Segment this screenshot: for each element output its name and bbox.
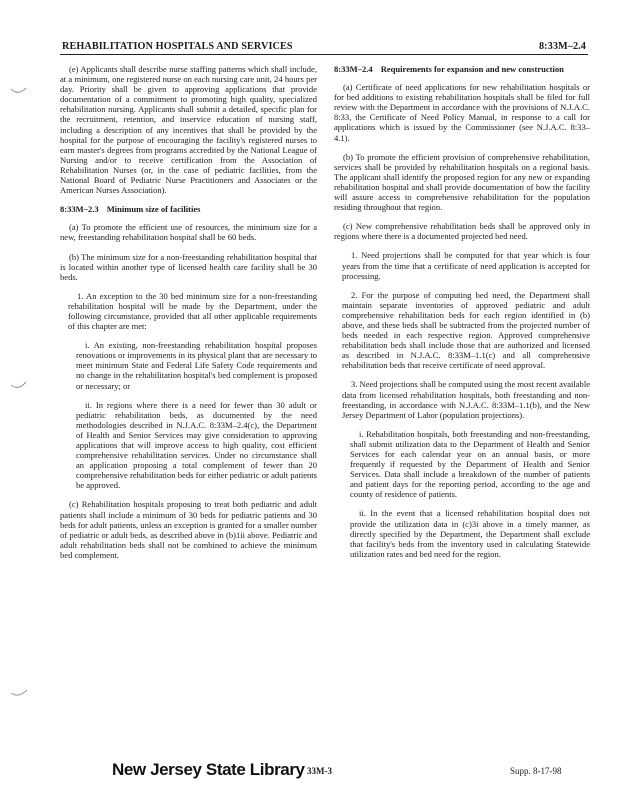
page-number: 33M-3 [307, 766, 332, 776]
paragraph-c3: 3. Need projections shall be computed using the most recent available data from licensed rehabilitation hospitals, both freestanding and non-freestanding, in accordance with N.J.A.C. 8:33M–1.1(b), and the New Jersey Department of Labor (population projections). [342, 379, 591, 420]
section-title: Minimum size of facilities [106, 204, 201, 215]
supplement-date: Supp. 8-17-98 [510, 766, 562, 776]
section-heading-2-4 [334, 64, 590, 74]
left-column [60, 64, 317, 569]
section-number: 8:33M–2.3 [60, 204, 99, 215]
paragraph-c2: 2. For the purpose of computing bed need, the Department shall maintain separate inventories of approved pediatric and adult comprehensive rehabilitation beds for each region identified in (b) above, and these beds shall be subtracted from the projected number of beds needed in each respective region. Approved comprehensive rehabilitation beds shall include those that are authorized and licensed as described in N.J.A.C. 8:33M–1.1(c) and all comprehensive rehabilitation beds that receive certificate of need approval. [342, 289, 590, 371]
paragraph-e: (e) Applicants shall describe nurse staffing patterns which shall include, at a minimum, one registered nurse on each nursing care unit, 24 hours per day. Priority shall be given to approving applications that provide documentation of a commitment to promoting high quality, specialized rehabilitation nursing. Applicants shall submit a detailed, specific plan for the recruitment, retention, and inservice education of nursing staff, including a description of any incentives that shall be provided by the hospital for the purpose of encouraging the facility's registered nurses to earn master's degrees from programs accredited by the National League of Nursing and/or to receive certification from the Association of Rehabilitation Nurses (or, in the case of pediatric facilities, from the National Board of Pediatric Nurse Practitioners and Associates or the American Nurses Association). [60, 64, 317, 196]
header-title: REHABILITATION HOSPITALS AND SERVICES [62, 41, 293, 52]
section-heading-2-3 [60, 204, 317, 214]
paragraph-c3ii: ii. In the event that a licensed rehabilitation hospital does not provide the utilization data in (c)3i above in a timely manner, as directly specified by the Department, the Department shall exclude that facility's beds from the inventory used in calculating Statewide utilization rates and bed need for the region. [350, 508, 590, 559]
header-section: 8:33M–2.4 [538, 41, 586, 52]
paragraph-a: (a) To promote the efficient use of resources, the minimum size for a new, freestanding rehabilitation hospital shall be 60 beds. [60, 222, 317, 243]
paragraph-c: (c) New comprehensive rehabilitation beds shall be approved only in regions where there is a documented projected bed need. [334, 221, 590, 242]
section-number: 8:33M–2.4 [334, 64, 373, 74]
paragraph-b: (b) To promote the efficient provision of comprehensive rehabilitation, services shall be provided by rehabilitation hospitals on a regional basis. The applicant shall identify the proposed region for any new or expanding rehabilitation hospital and shall provide documentation of how the facility will assure access to comprehensive rehabilitation for the population residing throughout that region. [334, 151, 590, 213]
paragraph-b1ii: ii. In regions where there is a need for fewer than 30 adult or pediatric rehabilitation beds, as documented by the need methodologies described in N.J.A.C. 8:33M–2.4(c), the Department of Health and Senior Services may give consideration to approving applications that will improve access to high quality, cost efficient comprehensive rehabilitation services. Under no circumstance shall an application proposing a total complement of fewer than 20 comprehensive rehabilitation beds for either pediatric or adult patients be approved. [76, 399, 317, 491]
paragraph-b1: 1. An exception to the 30 bed minimum size for a non-freestanding rehabilitation hospital will be made by the Department, under the following circumstance, provided that all other applicable requirements of this chapter are met: [68, 290, 317, 332]
margin-mark-1 [10, 86, 28, 96]
margin-mark-2 [10, 381, 28, 391]
section-title: Requirements for expansion and new construction [380, 64, 564, 74]
right-column [334, 64, 590, 568]
paragraph-c: (c) Rehabilitation hospitals proposing to treat both pediatric and adult patients shall include a minimum of 30 beds for pediatric patients and 30 beds for adult patients, unless an exception is granted for a smaller number of pediatric or adult beds, as described above in (b)1ii above. Pediatric and adult rehabilitation beds shall not be combined to achieve the minimum bed complement. [60, 499, 317, 560]
paragraph-a: (a) Certificate of need applications for new rehabilitation hospitals or for bed additions to existing rehabilitation hospitals shall be filed for full review with the Department in accordance with the provisions of N.J.A.C. 8:33, the Certificate of Need Policy Manual, in response to a call for applications which is issued by the Commissioner (see N.J.A.C. 8:33–4.1). [334, 82, 590, 143]
library-stamp: New Jersey State Library [112, 760, 305, 779]
paragraph-b: (b) The minimum size for a non-freestanding rehabilitation hospital that is located within another type of licensed health care facility shall be 30 beds. [60, 251, 317, 282]
running-header [62, 38, 586, 52]
paragraph-c3i: i. Rehabilitation hospitals, both freestanding and non-freestanding, shall submit utilization data to the Department of Health and Senior Services for each calendar year on an annual basis, or more frequently if requested by the Department of Health and Senior Services. Data shall include a breakdown of the number of patients and patient days for the reporting period, according to the age and county of residence of patients. [350, 428, 590, 500]
margin-mark-3 [10, 688, 28, 698]
header-rule [60, 54, 588, 55]
paragraph-c1: 1. Need projections shall be computed for that year which is four years from the time that a certificate of need application is accepted for processing. [342, 250, 590, 281]
paragraph-b1i: i. An existing, non-freestanding rehabilitation hospital proposes renovations or improvements in its physical plant that are necessary to meet minimum State and Federal Life Safety Code requirements and no change in the rehabilitation hospital's bed complement is proposed or necessary; or [76, 340, 317, 391]
